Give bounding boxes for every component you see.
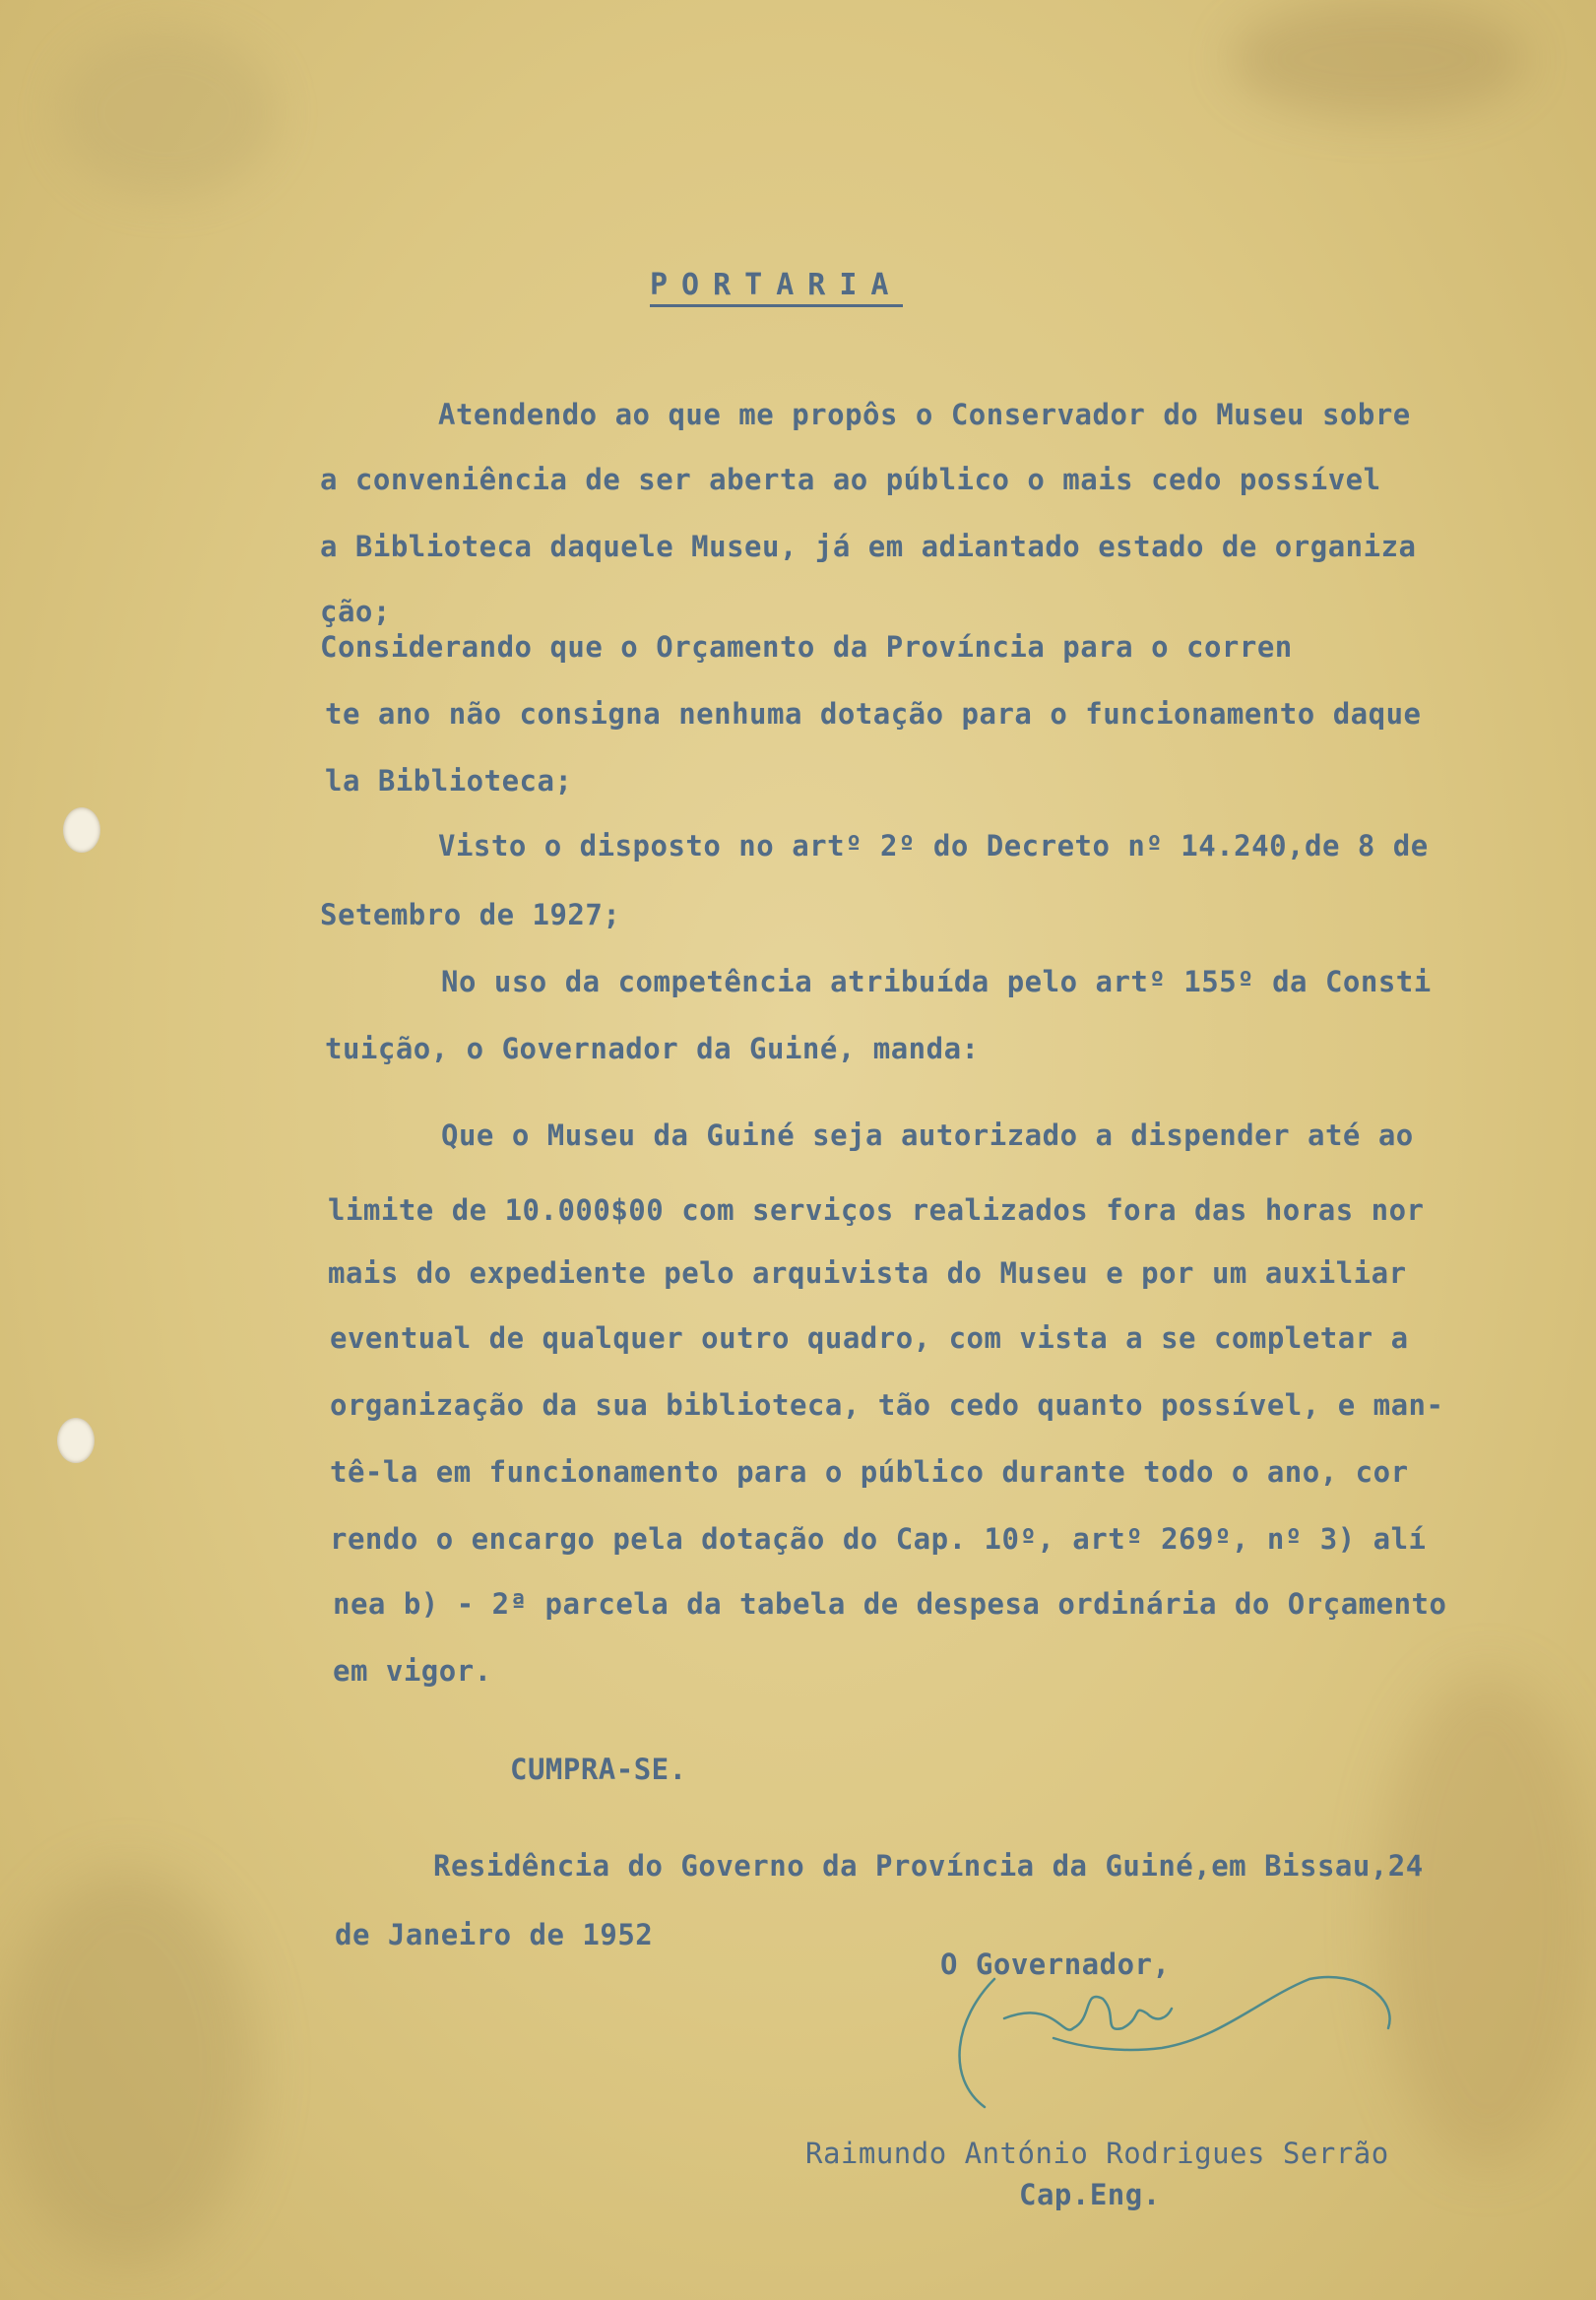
body-line: a Biblioteca daquele Museu, já em adiantado estado de organiza bbox=[320, 530, 1417, 563]
paper-stain bbox=[59, 30, 276, 197]
body-line: Considerando que o Orçamento da Província para o corren bbox=[320, 630, 1293, 664]
body-line: nea b) - 2ª parcela da tabela de despesa ordinária do Orçamento bbox=[333, 1587, 1447, 1621]
body-line: limite de 10.000$00 com serviços realizados fora das horas nor bbox=[328, 1193, 1425, 1227]
body-line: ção; bbox=[320, 595, 391, 628]
body-line: mais do expediente pelo arquivista do Museu e por um auxiliar bbox=[328, 1256, 1407, 1290]
body-line: rendo o encargo pela dotação do Cap. 10º, artº 269º, nº 3) alí bbox=[330, 1522, 1427, 1556]
signatory-rank: Cap.Eng. bbox=[1019, 2178, 1161, 2211]
closing-formula: CUMPRA-SE. bbox=[510, 1753, 687, 1786]
signatory-name: Raimundo António Rodrigues Serrão bbox=[805, 2137, 1389, 2170]
punch-hole bbox=[63, 807, 100, 853]
body-line: Que o Museu da Guiné seja autorizado a dispender até ao bbox=[441, 1118, 1414, 1152]
body-line: Visto o disposto no artº 2º do Decreto nº 14.240,de 8 de bbox=[438, 829, 1429, 862]
body-line: la Biblioteca; bbox=[325, 764, 573, 798]
paper-stain bbox=[0, 1871, 256, 2265]
body-line: Atendendo ao que me propôs o Conservador do Museu sobre bbox=[438, 398, 1411, 431]
place-date-line: de Janeiro de 1952 bbox=[335, 1918, 654, 1951]
paper-stain bbox=[1231, 0, 1526, 118]
body-line: Setembro de 1927; bbox=[320, 898, 621, 931]
body-line: tuição, o Governador da Guiné, manda: bbox=[325, 1032, 980, 1065]
body-line: tê-la em funcionamento para o público durante todo o ano, cor bbox=[330, 1455, 1409, 1489]
body-line: No uso da competência atribuída pelo artº 155º da Consti bbox=[441, 965, 1432, 998]
handwritten-signature bbox=[935, 1959, 1408, 2117]
document-title: PORTARIA bbox=[650, 268, 903, 307]
body-line: eventual de qualquer outro quadro, com vista a se completar a bbox=[330, 1321, 1409, 1355]
punch-hole bbox=[57, 1418, 95, 1463]
paper-stain bbox=[1378, 1674, 1595, 2166]
signatory-title: O Governador, bbox=[940, 1948, 1171, 1981]
body-line: a conveniência de ser aberta ao público o mais cedo possível bbox=[320, 463, 1381, 496]
body-line: organização da sua biblioteca, tão cedo quanto possível, e man- bbox=[330, 1388, 1444, 1422]
place-date-line: Residência do Governo da Província da Guiné,em Bissau,24 bbox=[433, 1849, 1424, 1883]
body-line: te ano não consigna nenhuma dotação para o funcionamento daque bbox=[325, 697, 1422, 731]
body-line: em vigor. bbox=[333, 1654, 492, 1688]
